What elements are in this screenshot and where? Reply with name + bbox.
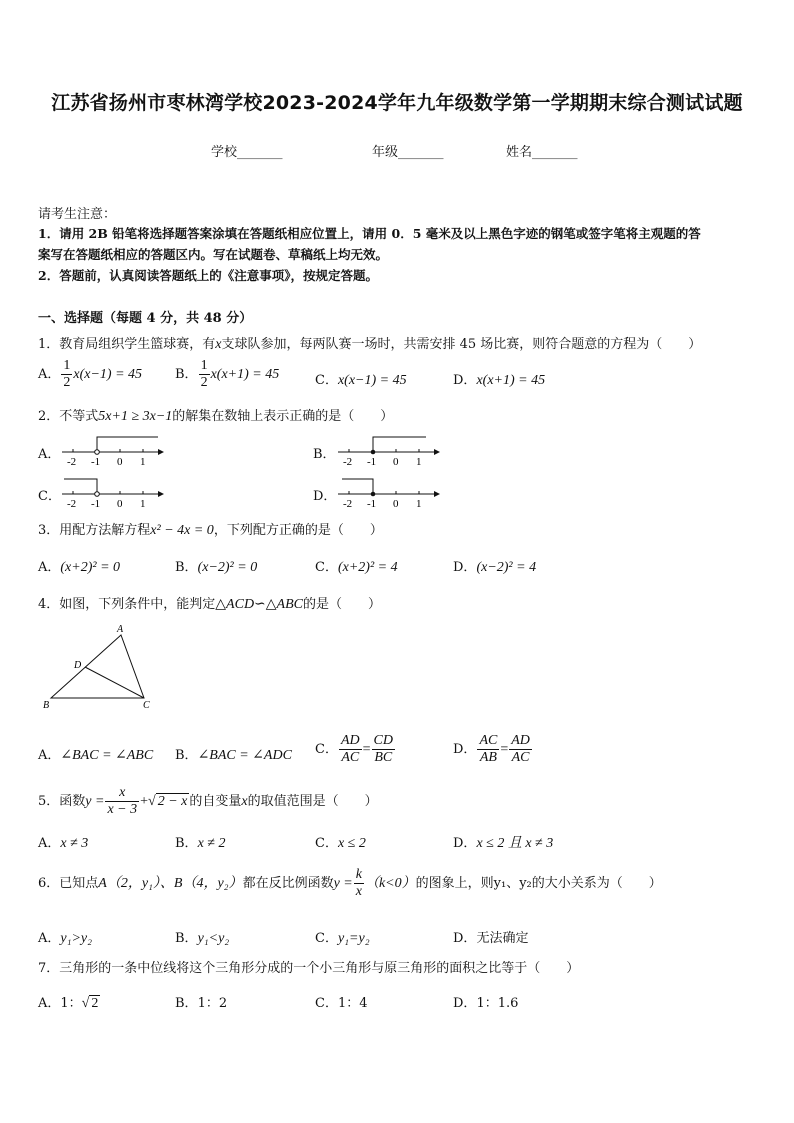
q2-option-b-label[interactable]: B． [313,447,336,462]
tick-label: 1 [140,498,146,510]
q1-option-d[interactable]: D．x(x+1) = 45 [453,373,546,388]
tick-label: -2 [67,456,77,468]
tick-label: -1 [367,456,377,468]
section-heading: 一、选择题（每题 4 分，共 48 分） [38,311,253,326]
q3-option-d[interactable]: D．(x−2)² = 4 [453,560,537,575]
q4-stem: 4．如图，下列条件中，能判定△ACD∽△ABC的是（ ） [38,597,382,612]
name-field: 姓名_______ [506,145,578,160]
page-title: 江苏省扬州市枣林湾学校2023-2024学年九年级数学第一学期期末综合测试试题 [51,92,743,114]
q6-option-d[interactable]: D．无法确定 [453,931,529,946]
tick-label: -2 [343,498,353,510]
q7-stem: 7．三角形的一条中位线将这个三角形分成的一个小三角形与原三角形的面积之比等于（ ） [38,961,580,976]
notice-heading: 请考生注意： [38,207,117,222]
tick-label: 0 [393,456,399,468]
q4-option-c[interactable]: C． $\frac{AD}{AC}$ = $\frac{CD}{BC}$ [315,733,393,765]
q5-option-b[interactable]: B．x ≠ 2 [175,836,226,851]
tick-label: 1 [416,498,422,510]
notice-line-2: 2．答题前，认真阅读答题纸上的《注意事项》，按规定答题。 [38,268,378,283]
notice-line-1b: 案写在答题纸相应的答题区内。写在试题卷、草稿纸上均无效。 [38,247,389,262]
q6-option-b[interactable]: B．y₁<y₂ [175,931,230,946]
q7-option-d[interactable]: D．1：1.6 [453,996,519,1011]
tick-label: 1 [140,456,146,468]
tick-label: -1 [91,456,101,468]
q2-option-c-label[interactable]: C． [38,489,61,504]
q2-option-a-label[interactable]: A． [38,447,61,462]
q5-option-a[interactable]: A．x ≠ 3 [38,836,89,851]
notice-line-1a: 1．请用 2B 铅笔将选择题答案涂填在答题纸相应位置上，请用 0．5 毫米及以上黑色字迹的钢笔或签字笔将主观题的答 [38,226,701,241]
q2-number-line-a[interactable] [60,434,165,468]
q2-stem: 2．不等式5x+1 ≥ 3x−1的解集在数轴上表示正确的是（ ） [38,409,394,424]
tick-label: -1 [367,498,377,510]
q1-option-a[interactable]: A． $\frac{1}{2}$ x(x−1) = 45 [38,358,143,390]
q6-stem: 6．已知点A（2，y₁）、B（4，y₂）都在反比例函数y = $\frac{k}{x}$ （k<0）的图象上，则y₁、y₂的大小关系为（ ） [38,867,662,899]
q1-option-b[interactable]: B． $\frac{1}{2}$ x(x+1) = 45 [175,358,280,390]
q2-number-line-c[interactable] [60,476,165,510]
tick-label: 0 [393,498,399,510]
q3-option-b[interactable]: B．(x−2)² = 0 [175,560,258,575]
q4-triangle-figure [36,622,166,714]
q2-number-line-d[interactable] [336,476,441,510]
school-field: 学校_______ [211,145,283,160]
q4-option-b[interactable]: B．∠BAC = ∠ADC [175,748,292,763]
q2-option-d-label[interactable]: D． [313,489,337,504]
q2-number-line-b[interactable] [336,434,441,468]
grade-field: 年级_______ [372,145,444,160]
q4-option-d[interactable]: D． $\frac{AC}{AB}$ = $\frac{AD}{AC}$ [453,733,530,765]
q3-option-a[interactable]: A．(x+2)² = 0 [38,560,121,575]
q7-option-a[interactable]: A．1：√ 2 [38,996,99,1011]
q5-option-c[interactable]: C．x ≤ 2 [315,836,366,851]
q3-stem: 3．用配方法解方程x² − 4x = 0，下列配方正确的是（ ） [38,523,383,538]
q5-option-d[interactable]: D．x ≤ 2 且 x ≠ 3 [453,836,554,851]
tick-label: -1 [91,498,101,510]
q5-stem: 5．函数y = $\frac{x}{x - 3}$ +√ 2 − x 的自变量x的取值范围是（ ） [38,785,378,817]
tick-label: -2 [343,456,353,468]
vertex-label-a: A [117,624,124,635]
tick-label: 0 [117,456,123,468]
q7-option-b[interactable]: B．1：2 [175,996,228,1011]
q3-option-c[interactable]: C．(x+2)² = 4 [315,560,398,575]
q1-stem: 1．教育局组织学生篮球赛，有x支球队参加，每两队赛一场时，共需安排 45 场比赛，则符合题意的方程为（ ） [38,337,702,352]
q1-option-c[interactable]: C．x(x−1) = 45 [315,373,407,388]
q6-option-c[interactable]: C．y₁=y₂ [315,931,370,946]
q7-option-c[interactable]: C．1：4 [315,996,368,1011]
vertex-label-b: B [43,700,50,711]
q4-option-a[interactable]: A．∠BAC = ∠ABC [38,748,154,763]
tick-label: 1 [416,456,422,468]
vertex-label-c: C [143,700,150,711]
tick-label: -2 [67,498,77,510]
q6-option-a[interactable]: A．y₁>y₂ [38,931,92,946]
vertex-label-d: D [74,660,82,671]
tick-label: 0 [117,498,123,510]
